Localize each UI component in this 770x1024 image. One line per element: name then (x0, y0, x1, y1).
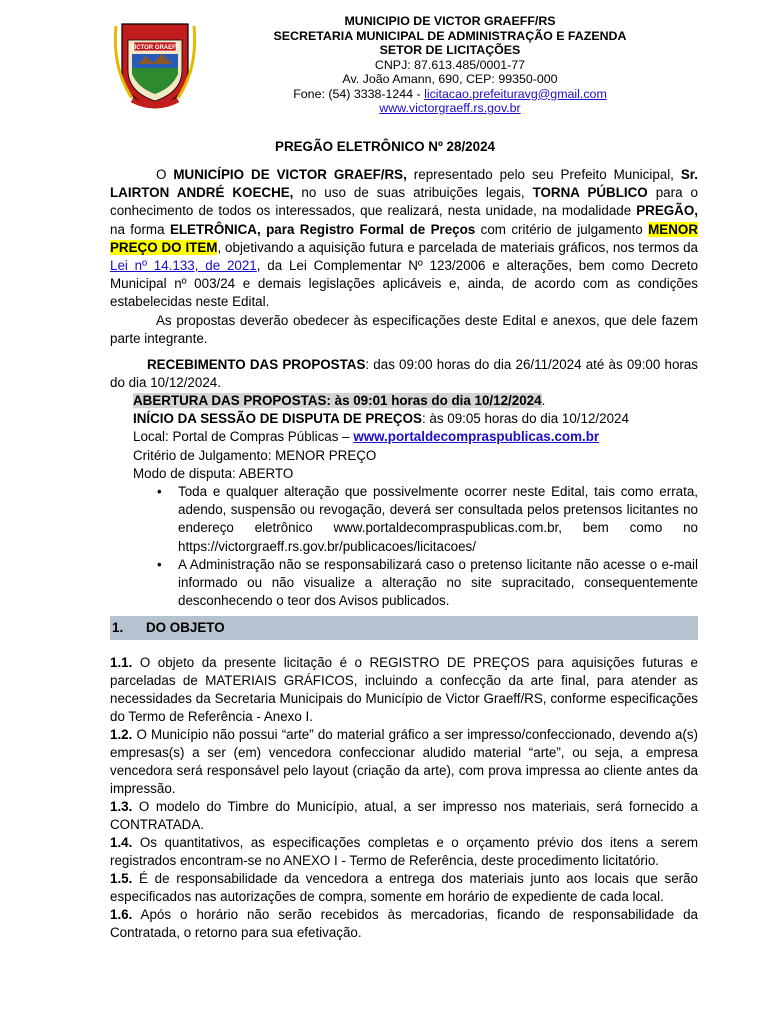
website-link[interactable]: www.victorgraeff.rs.gov.br (379, 101, 521, 115)
section-title: DO OBJETO (146, 620, 225, 635)
cnpj: CNPJ: 87.613.485/0001-77 (374, 57, 526, 72)
address: Av. João Amann, 690, CEP: 99350-000 (342, 72, 558, 86)
municipal-crest-logo (112, 18, 198, 110)
dispute-mode-line: Modo de disputa: ABERTO (133, 465, 294, 481)
email-link[interactable]: licitacao.prefeituravg@gmail.com (424, 86, 607, 101)
sector-name: SETOR DE LICITAÇÕES (379, 43, 521, 57)
secretariat-name: SECRETARIA MUNICIPAL DE ADMINISTRAÇÃO E FAZENDA (273, 28, 627, 43)
receipt-label: RECEBIMENTO DAS PROPOSTAS (147, 357, 366, 372)
section-number: 1. (112, 620, 124, 635)
receipt-paragraph: RECEBIMENTO DAS PROPOSTAS: das 09:00 horas do dia 26/11/2024 até às 09:00 horas do dia 10/12/2024. (110, 357, 698, 391)
object-clauses (110, 654, 698, 942)
list-item: • A Administração não se responsabilizará caso o pretenso licitante não acesse o e-mail informado ou não visualize a alteração no site supracitado, consequentemente desconhecendo o teor dos Avisos publicados. (157, 556, 698, 609)
clause: 1.3. O modelo do Timbre do Município, atual, a ser impresso nos materiais, será fornecido a CONTRATADA. (110, 799, 698, 832)
bullet-icon: • (157, 484, 162, 499)
intro-paragraph-2: As propostas deverão obedecer às especificações deste Edital e anexos, que dele fazem parte integrante. (110, 312, 698, 346)
clause: 1.2. O Município não possui “arte” do material gráfico a ser impresso/confeccionado, devendo a(s) empresas(s) a ser (em) vencedora confeccionar aludido material “arte”, ou seja, a empresa vencedora será responsável pelo layout (criação da arte), com prova impressa ao cliente antes da impressão. (110, 727, 698, 796)
law-link[interactable]: Lei nº 14.133, de 2021 (110, 258, 257, 274)
intro-paragraph: O MUNICÍPIO DE VICTOR GRAEF/RS, representado pelo seu Prefeito Municipal, Sr. LAIRTON ANDRÉ KOECHE, no uso de suas atribuições legais, TORNA PÚBLICO para o conhecimento de todos os interessados, que realizará, nesta unidade, na modalidade PREGÃO, na forma ELETRÔNICA, para Registro Formal de Preços com critério de julgamento MENOR PREÇO DO ITEM, objetivando a aquisição futura e parcelada de materiais gráficos, nos termos da Lei nº 14.133, de 2021, da Lei Complementar Nº 123/2006 e alterações, bem como Decreto Municipal nº 003/24 e demais legislações aplicáveis e, ainda, de acordo com as condições estabelecidas neste Edital. (110, 167, 699, 310)
criterion-line: Critério de Julgamento: MENOR PREÇO (133, 447, 377, 463)
clause: 1.6. Após o horário não serão recebidos às mercadorias, ficando de responsabilidade da Contratada, o retorno para sua efetivação. (110, 907, 698, 940)
crest-banner-text: VICTOR GRAEFF (130, 45, 180, 51)
clause: 1.1. O objeto da presente licitação é o REGISTRO DE PREÇOS para aquisições futuras e parceladas de MATERIAIS GRÁFICOS, incluindo a confecção da arte final, para atender as necessidades da Secretaria Municipais do Município de Victor Graeff/RS, conforme especificações do Termo de Referência - Anexo I. (110, 655, 698, 724)
municipality-name: MUNICIPIO DE VICTOR GRAEFF/RS (344, 14, 556, 28)
document-title: PREGÃO ELETRÔNICO Nº 28/2024 (275, 139, 495, 154)
list-item: • Toda e qualquer alteração que possivelmente ocorrer neste Edital, tais como errata, adendo, suspensão ou revogação, deverá ser consultada pelos pretensos licitantes no endereço eletrônico www.portaldecompraspublicas.com.br, bem como no https://victorgraeff.rs.gov.br/publicacoes/licitacoes/ (157, 484, 698, 554)
letterhead (240, 14, 660, 116)
portal-link[interactable]: www.portaldecompraspublicas.com.br (353, 429, 600, 445)
intro-paragraphs (110, 166, 698, 348)
session-info (133, 392, 698, 483)
local-line: Local: Portal de Compras Públicas – www.portaldecompraspublicas.com.br (133, 429, 600, 445)
opening-line: ABERTURA DAS PROPOSTAS: às 09:01 horas do dia 10/12/2024. (133, 393, 546, 408)
contact-line (240, 87, 660, 102)
clause: 1.5. É de responsabilidade da vencedora a entrega dos materiais junto aos locais que serão especificados nas autorizações de compra, somente em horário de expediente de cada local. (110, 871, 698, 904)
bullet-icon: • (157, 556, 162, 572)
highlighted-criterion: MENOR PREÇO DO ITEM (110, 221, 698, 255)
phone: Fone: (54) 3338-1244 - (293, 86, 425, 101)
clause: 1.4. Os quantitativos, as especificações completas e o orçamento prévio dos itens a serem registrados encontram-se no ANEXO I - Termo de Referência, deste procedimento licitatório. (110, 835, 698, 868)
notice-bullets (133, 483, 698, 610)
section-heading-bar (110, 616, 698, 640)
session-start-line: INÍCIO DA SESSÃO DE DISPUTA DE PREÇOS: às 09:05 horas do dia 10/12/2024 (133, 411, 629, 427)
